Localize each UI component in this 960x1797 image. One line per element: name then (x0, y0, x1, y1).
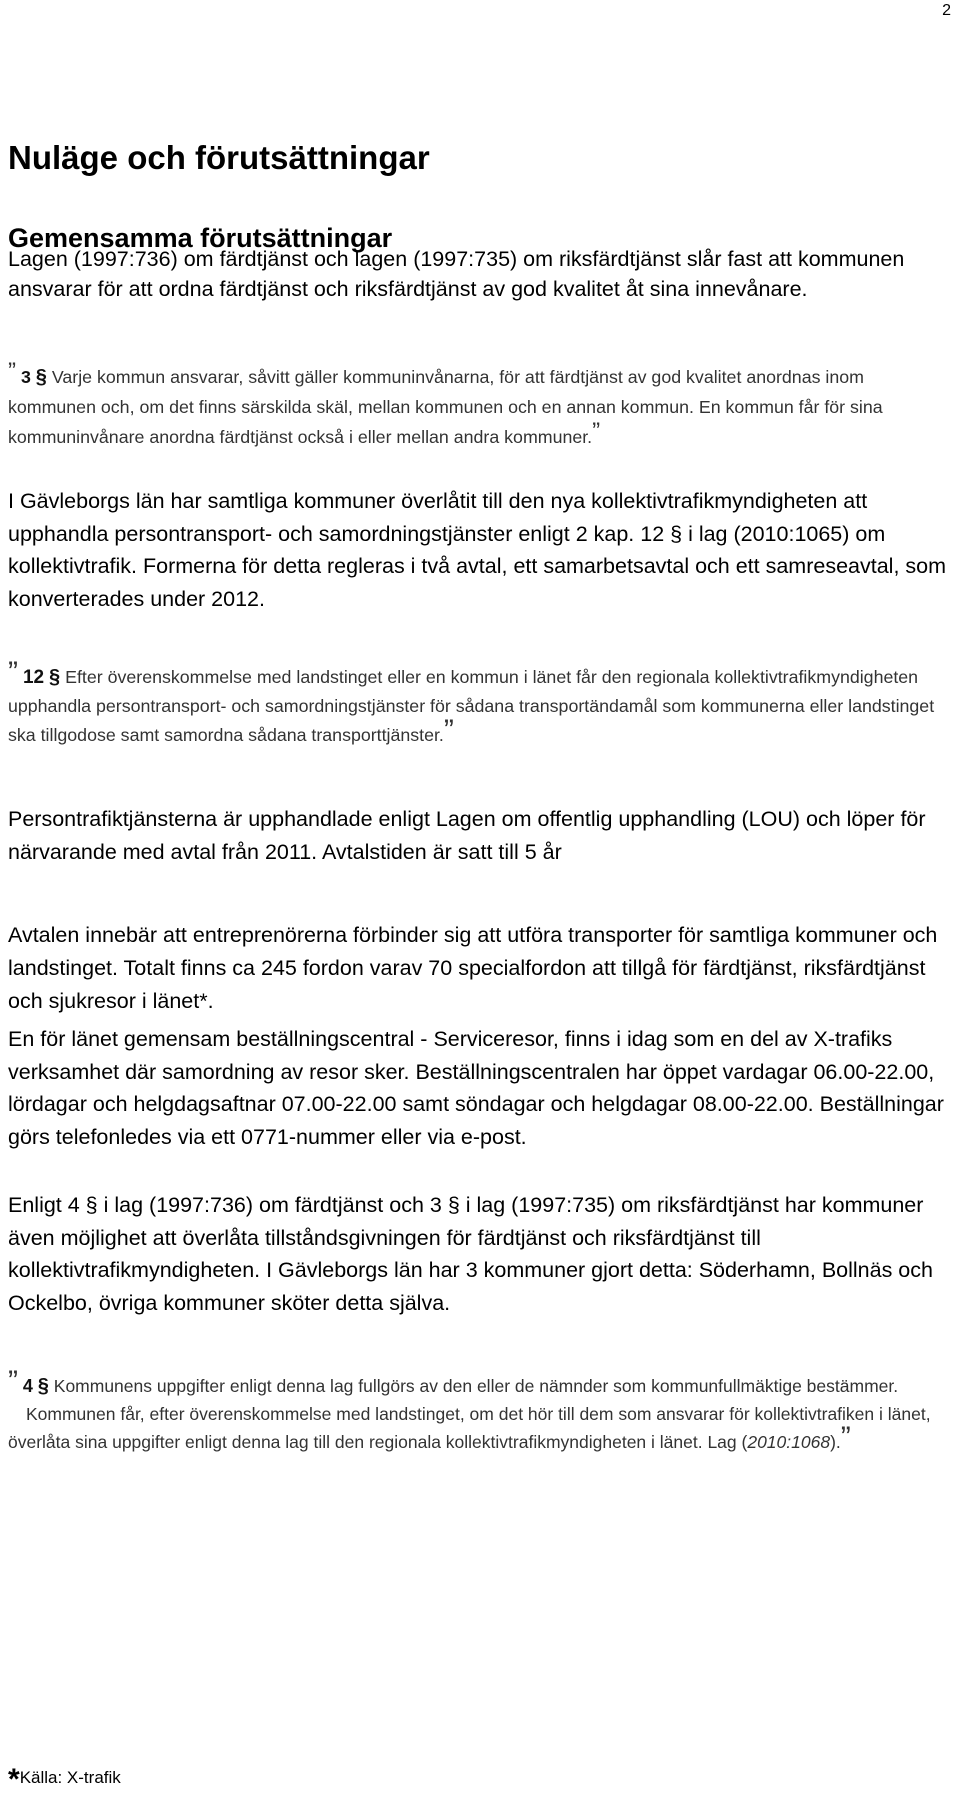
footnote-text: Källa: X-trafik (19, 1768, 121, 1787)
quote-section-number: 12 (22, 667, 45, 688)
quote-text: Varje kommun ansvarar, såvitt gäller kommuninvånarna, för att färdtjänst av god kvalitet anordnas inom kommunen och, om det finns särskilda skäl, mellan kommunen och en annan kommun. En kommun får för sina kommuninvånare anordna färdtjänst också i eller mellan andra kommuner. (8, 367, 883, 447)
quote-section-number: 4 (22, 1376, 33, 1396)
paragraph-agreements: Avtalen innebär att entreprenörerna förbinder sig att utföra transporter för samtliga kommuner och landstinget. Totalt finns ca 245 fordon varav 70 specialfordon att tillgå för färdtjänst, riksfärdtjänst och sjukresor i länet*. (8, 923, 938, 1013)
section-sign: § (49, 666, 61, 688)
quote-section-number: 3 (20, 367, 31, 387)
section-sign: § (35, 366, 47, 388)
section-heading: Gemensamma förutsättningar (8, 223, 393, 253)
quote-text: Efter överenskommelse med landstinget eller en kommun i länet får den regionala kollektivtrafikmyndigheten upphandla persontransport- och samordningstjänster för sådana transportändamål som kommunerna eller landstinget ska tillgodose samt samordna sådana transporttjänster. (8, 667, 935, 745)
quote-law-3 (8, 358, 938, 452)
quote-law-4 (8, 1365, 938, 1456)
quote-text-continued: Kommunen får, efter överenskommelse med landstinget, om det hör till dem som ansvarar för kollektivtrafiken i länet, överlåta sina uppgifter enligt denna lag till den regionala kollektivtrafikmyndigheten i länet. Lag ( (8, 1404, 931, 1452)
section-sign: § (37, 1375, 49, 1397)
quote-open-mark: ” (8, 1365, 18, 1398)
paragraph-procurement: Persontrafiktjänsterna är upphandlade enligt Lagen om offentlig upphandling (LOU) och löper för närvarande med avtal från 2011. Avtalstiden är satt till 5 år (8, 807, 926, 864)
quote-law-12 (8, 656, 938, 750)
paragraph-intro: Lagen (1997:736) om färdtjänst och lagen (1997:735) om riksfärdtjänst slår fast att kommunen ansvarar för att ordna färdtjänst och riksfärdtjänst av god kvalitet åt sina innevånare. (8, 247, 905, 301)
footnote-star: * (8, 1763, 20, 1796)
page-title: Nuläge och förutsättningar (8, 139, 430, 176)
quote-open-mark: ” (8, 656, 18, 689)
quote-end-punctuation: ). (830, 1432, 841, 1452)
page-number: 2 (942, 2, 951, 19)
quote-text: Kommunens uppgifter enligt denna lag fullgörs av den eller de nämnder som kommunfullmäktige bestämmer. (53, 1376, 899, 1396)
quote-close-mark: ” (840, 1421, 851, 1454)
quote-close-mark: ” (443, 714, 454, 747)
paragraph-gavleborg: I Gävleborgs län har samtliga kommuner överlåtit till den nya kollektivtrafikmyndigheten att upphandla persontransport- och samordningstjänster enligt 2 kap. 12 § i lag (2010:1065) om kollektivtrafik. Formerna för detta regleras i två avtal, ett samarbetsavtal och ett samreseavtal, som konverterades under 2012. (8, 489, 947, 611)
quote-close-mark: ” (592, 418, 601, 445)
paragraph-permits: Enligt 4 § i lag (1997:736) om färdtjänst och 3 § i lag (1997:735) om riksfärdtjänst har kommuner även möjlighet att överlåta tillståndsgivningen för färdtjänst och riksfärdtjänst till kollektivtrafikmyndigheten. I Gävleborgs län har 3 kommuner gjort detta: Söderhamn, Bollnäs och Ockelbo, övriga kommuner sköter detta själva. (8, 1193, 933, 1315)
paragraph-booking-center: En för länet gemensam beställningscentral - Serviceresor, finns i idag som en del av X-trafiks verksamhet där samordning av resor sker. Beställningscentralen har öppet vardagar 06.00-22.00, lördagar och helgdagsaftnar 07.00-22.00 samt söndagar och helgdagar 08.00-22.00. Beställningar görs telefonledes via ett 0771-nummer eller via e-post. (8, 1027, 944, 1149)
footnote-source (8, 1764, 121, 1794)
law-reference: 2010:1068 (747, 1432, 831, 1452)
quote-open-mark: ” (8, 358, 16, 385)
